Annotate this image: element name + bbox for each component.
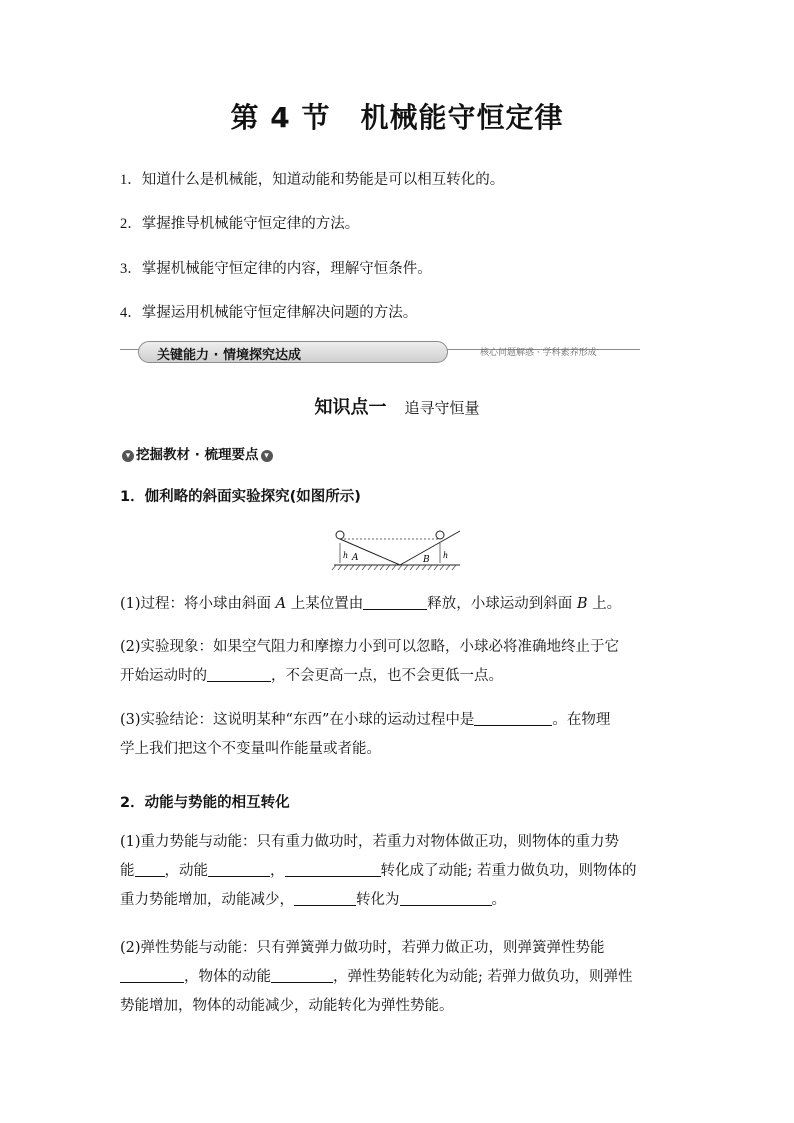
knowledge-point-topic: 追寻守恒量 — [404, 399, 480, 417]
fill-blank[interactable] — [400, 891, 492, 906]
figure-label-b: B — [423, 555, 430, 565]
section2-heading: 2．动能与势能的相互转化 — [120, 795, 290, 811]
banner-left-label: 关键能力 · 情境探究达成 — [157, 348, 301, 363]
fill-blank[interactable] — [207, 667, 271, 682]
banner-tab — [138, 341, 448, 363]
figure-label-a: A — [352, 553, 359, 563]
fill-blank[interactable] — [135, 862, 165, 877]
fill-blank[interactable] — [363, 595, 427, 610]
fill-blank[interactable] — [285, 862, 381, 877]
objective-3: 3．掌握机械能守恒定律的内容，理解守恒条件。 — [120, 261, 432, 277]
section2-para2: (2)弹性势能与动能：只有弹簧弹力做功时，若弹力做正功，则弹簧弹性势能 ，物体的动能 ，弹性势能转化为动能; 若弹力做负功，则弹性 势能增加，物体的动能减少，动能转化为弹性势能。 — [120, 940, 633, 1014]
fill-blank[interactable] — [474, 711, 552, 726]
knowledge-point-heading — [0, 393, 794, 419]
figure-label-h-right: h — [443, 551, 449, 560]
fill-blank[interactable] — [294, 891, 356, 906]
objective-2: 2．掌握推导机械能守恒定律的方法。 — [120, 216, 360, 232]
section1-para2: (2)实验现象：如果空气阻力和摩擦力小到可以忽略，小球必将准确地终止于它 开始运动时的 ，不会更高一点，也不会更低一点。 — [120, 639, 620, 684]
fill-blank[interactable] — [208, 862, 270, 877]
incline-experiment-figure — [328, 527, 468, 577]
objective-1: 1．知道什么是机械能，知道动能和势能是可以相互转化的。 — [120, 172, 505, 188]
fill-blank[interactable] — [120, 968, 184, 983]
subheading: ▾ 挖掘教材 · 梳理要点 ▾ — [120, 443, 275, 463]
section-number: 第 4 节 — [230, 101, 331, 134]
objective-4: 4．掌握运用机械能守恒定律解决问题的方法。 — [120, 305, 418, 321]
figure-label-h-left: h — [343, 551, 349, 560]
chevron-down-icon: ▾ — [122, 450, 134, 462]
section2-para1: (1)重力势能与动能：只有重力做功时，若重力对物体做正功，则物体的重力势 能 ，动能 ， 转化成了动能; 若重力做负功，则物体的 重力势能增加，动能减少， 转化为 。 — [120, 834, 637, 908]
section1-para3: (3)实验结论：这说明某种“东西”在小球的运动过程中是 。在物理 学上我们把这个不变量叫作能量或者能。 — [120, 712, 611, 757]
chevron-down-icon: ▾ — [261, 450, 273, 462]
knowledge-point-label: 知识点一 — [314, 397, 387, 418]
section-banner — [120, 339, 640, 367]
fill-blank[interactable] — [271, 968, 333, 983]
banner-right-label: 核心问题解惑 · 学科素养形成 — [480, 348, 597, 358]
section-title: 机械能守恒定律 — [360, 101, 564, 134]
section1-heading: 1．伽利略的斜面实验探究(如图所示) — [120, 489, 361, 505]
page-title — [0, 96, 794, 136]
section1-para1: (1)过程：将小球由斜面 A 上某位置由 释放，小球运动到斜面 B 上。 — [120, 596, 622, 612]
